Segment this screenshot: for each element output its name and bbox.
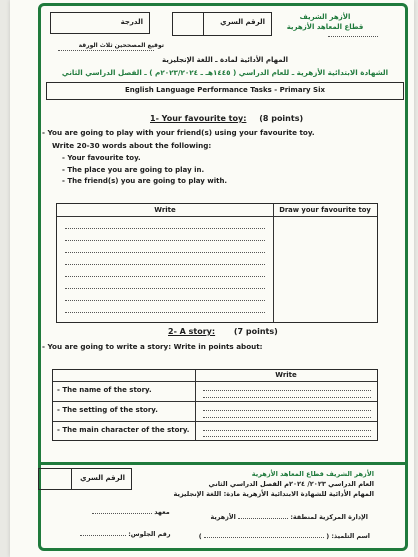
header-serial-label: الرقم السري (220, 18, 265, 26)
footer-serial-box (38, 468, 132, 490)
footer-student-label: اسم التلميذ: ( (326, 532, 370, 540)
english-banner (46, 82, 404, 100)
exam-paper (10, 0, 414, 557)
footer-district-suffix: الأزهرية (210, 513, 236, 521)
header-org (280, 12, 370, 32)
task1-bullets (62, 153, 227, 188)
footer-serial-cell (38, 468, 72, 490)
footer-divider (38, 462, 408, 465)
footer-org-line: الأزهر الشريف قطاع المعاهد الأزهرية (251, 470, 374, 478)
task1-column-divider (273, 204, 274, 322)
english-banner-text: English Language Performance Tasks - Primary Six (125, 86, 325, 94)
task2-col-write: Write (275, 371, 297, 379)
task1-col-write: Write (154, 206, 176, 214)
task1-points: (8 points) (259, 114, 304, 123)
task2-intro: - You are going to write a story: Write in points about: (42, 342, 263, 351)
task1-col-draw: Draw your favourite toy (279, 206, 371, 214)
task1-write-line (65, 288, 265, 289)
task1-draw-area[interactable] (275, 218, 375, 321)
header-org-line2: قطاع المعاهد الأزهرية (286, 23, 364, 31)
task2-row-setting: - The setting of the story. (57, 406, 158, 414)
task2-answer-line (203, 436, 371, 437)
task1-write-line (65, 252, 265, 253)
task2-table (52, 369, 378, 441)
footer-serial-label: الرقم السري (80, 474, 125, 482)
header-serial-box (172, 12, 272, 36)
task2-answer-line (203, 417, 371, 418)
task2-answer-line (203, 390, 371, 391)
footer-student-suffix: ) (198, 532, 202, 540)
header-title-line1: المهام الأدائية لمادة ـ اللغة الإنجليزية (162, 56, 288, 64)
footer-district-label: الإدارة المركزية لمنطقة: (290, 513, 368, 521)
task2-rule (53, 421, 377, 422)
task1-write-line (65, 264, 265, 265)
header-org-line1: الأزهر الشريف (299, 13, 351, 21)
task2-rule (53, 401, 377, 402)
footer-institute-label: معهد (154, 508, 170, 516)
header-serial-cell (172, 12, 204, 36)
header-reviewers: توقيع المصححين ثلاث الورقة (78, 42, 164, 49)
task1-bullet-friends: - The friend(s) you are going to play with. (62, 177, 228, 185)
task2-points: (7 points) (233, 327, 278, 336)
footer-title-line: المهام الأدائية للشهادة الابتدائية الأزهرية مادة: اللغة الإنجليزية (173, 490, 374, 498)
task2-answer-line (203, 397, 371, 398)
header-grade-box (50, 12, 150, 34)
task2-row-name: - The name of the story. (57, 386, 152, 394)
task2-row-character: - The main character of the story. (57, 426, 190, 434)
footer-seat-label: رقم الجلوس: (128, 530, 171, 538)
footer-seat-dotline (80, 535, 126, 536)
footer-student-field[interactable] (199, 532, 370, 540)
task1-write-line (65, 300, 265, 301)
task2-answer-line (203, 410, 371, 411)
footer-institute-dotline (92, 513, 152, 514)
task1-intro: - You are going to play with your friend(s) using your favourite toy. (42, 128, 315, 137)
task2-heading (168, 327, 278, 336)
task1-bullet-toy: - Your favourite toy. (62, 154, 141, 162)
task1-instruction: Write 20-30 words about the following: (52, 141, 212, 150)
footer-year-line: العام الدراسي ٢٠٢٣/ ٢٠٢٤م الفصل الدراسي الثاني (208, 480, 374, 488)
footer-district-field[interactable] (211, 513, 368, 521)
task1-title: 1- Your favourite toy: (150, 114, 247, 123)
task2-column-divider (195, 370, 196, 440)
header-title-line2: الشهادة الابتدائية الأزهرية ـ للعام الدراسي ( ١٤٤٥هـ ـ ٢٠٢٣/٢٠٢٤م ) ـ الفصل الدراسي الثاني (61, 68, 389, 77)
task1-heading (150, 114, 303, 123)
task1-bullet-place: - The place you are going to play in. (62, 165, 205, 174)
footer-seat-field[interactable] (80, 530, 171, 538)
task1-table (56, 203, 378, 323)
footer-student-dotline (204, 537, 324, 538)
footer-text (124, 469, 374, 499)
task1-write-line (65, 228, 265, 229)
task1-write-line (65, 312, 265, 313)
task2-answer-line (203, 430, 371, 431)
task2-title: 2- A story: (168, 327, 216, 336)
task2-rule (53, 381, 377, 382)
task1-header-rule (57, 216, 377, 217)
footer-district-dotline (238, 518, 288, 519)
task1-write-line (65, 276, 265, 277)
footer-institute-field[interactable] (92, 508, 170, 516)
task1-write-line (65, 240, 265, 241)
header-grade-label: الدرجة (120, 18, 143, 26)
header-reviewers-dotline (58, 50, 154, 51)
header-org-dotline (328, 36, 378, 37)
